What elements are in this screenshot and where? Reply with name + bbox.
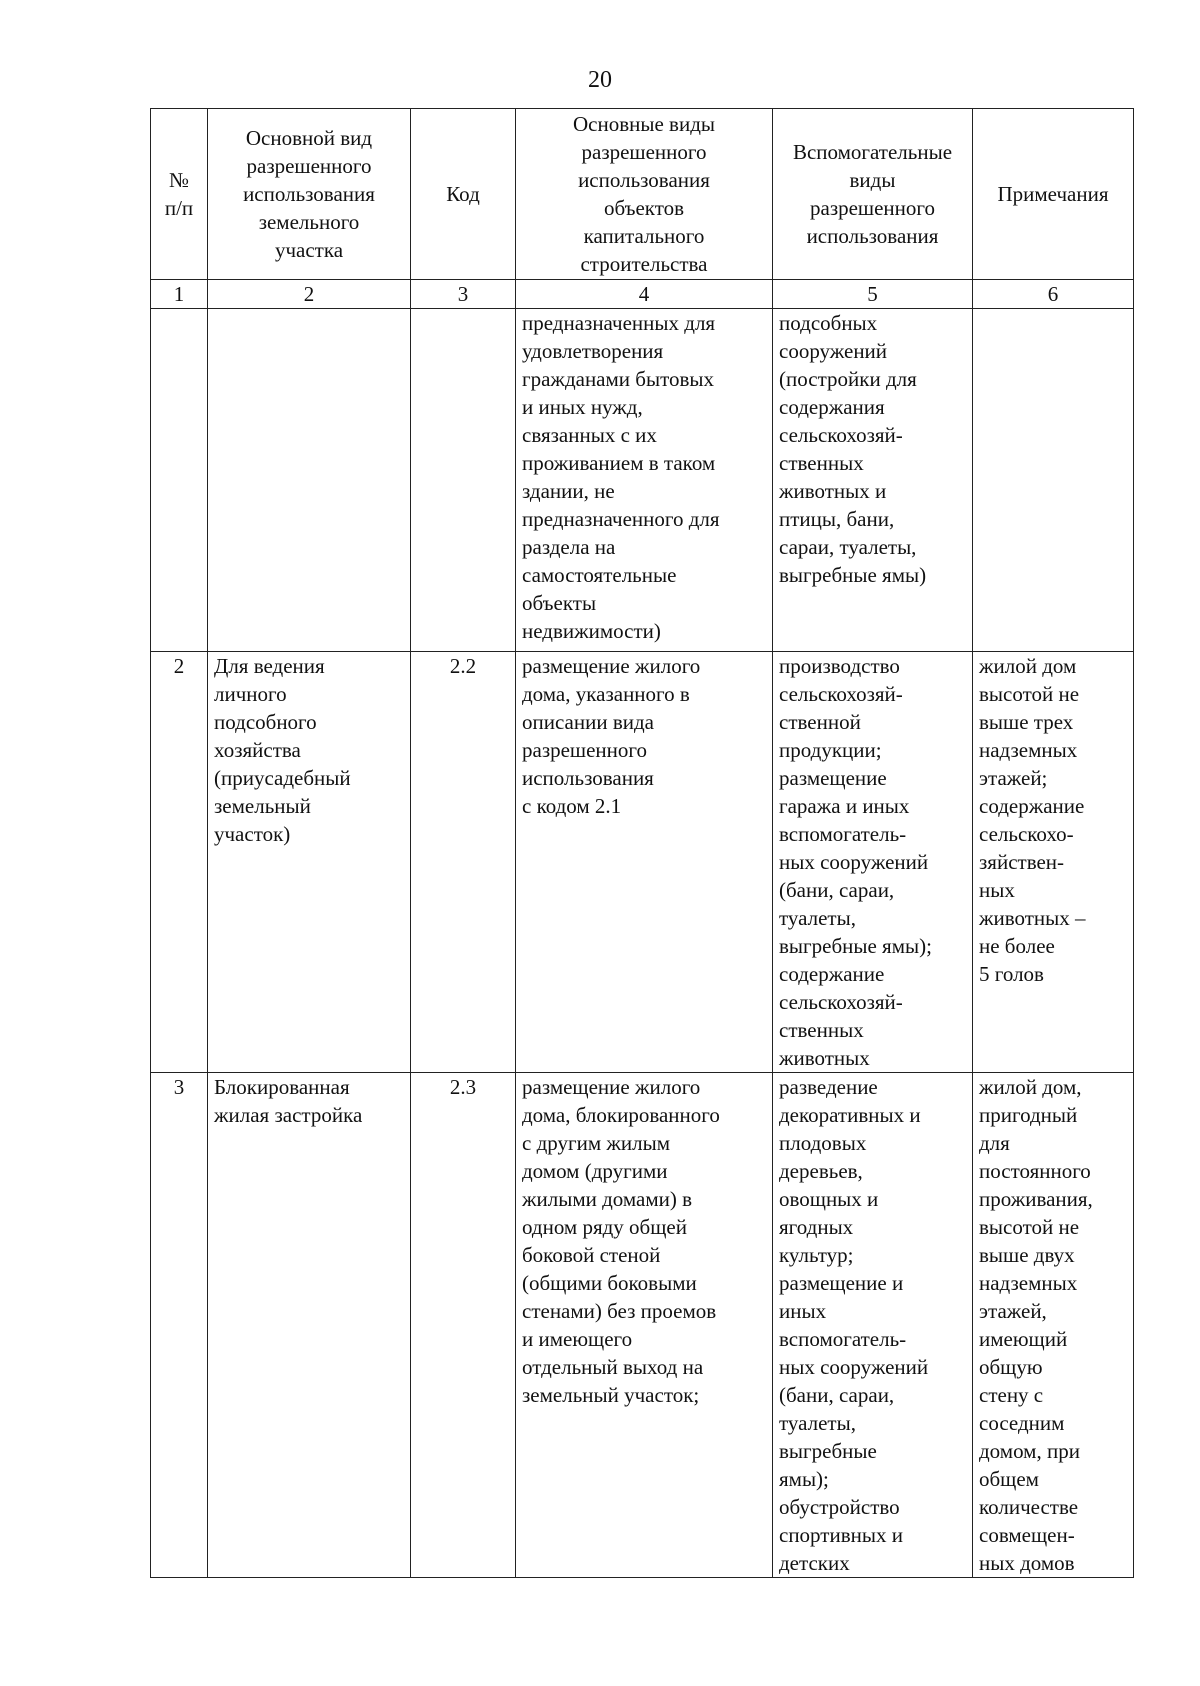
table-row [151,309,1134,652]
header-auxiliary-use: Вспомогательные виды разрешенного использования [773,109,973,280]
table-row [151,1073,1134,1578]
table-header-row [151,109,1134,280]
column-number: 6 [973,280,1134,309]
column-number: 4 [516,280,773,309]
column-number: 5 [773,280,973,309]
page-number: 20 [588,67,612,93]
row-auxiliary-use: разведение декоративных и плодовых деревьев, овощных и ягодных культур; размещение и иных вспомогатель- ных сооружений (бани, сараи, туалеты, выгребные ямы); обустройство спортивных и детских [773,1073,973,1578]
row-number: 2 [151,652,208,1073]
column-number: 1 [151,280,208,309]
row-auxiliary-use: подсобных сооружений (постройки для содержания сельскохозяй- ственных животных и птицы, бани, сараи, туалеты, выгребные ямы) [773,309,973,652]
table-row [151,652,1134,1073]
row-notes [973,309,1134,652]
row-number [151,309,208,652]
row-main-use: размещение жилого дома, блокированного с другим жилым домом (другими жилыми домами) в одном ряду общей боковой стеной (общими боковыми стенами) без проемов и имеющего отдельный выход на земельный участок; [516,1073,773,1578]
header-number: № п/п [151,109,208,280]
row-code: 2.3 [411,1073,516,1578]
row-notes: жилой дом, пригодный для постоянного проживания, высотой не выше двух надземных этажей, имеющий общую стену с соседним домом, при общем количестве совмещен- ных домов [973,1073,1134,1578]
row-main-use: предназначенных для удовлетворения гражданами бытовых и иных нужд, связанных с их проживанием в таком здании, не предназначенного для раздела на самостоятельные объекты недвижимости) [516,309,773,652]
header-notes: Примечания [973,109,1134,280]
row-main-use: размещение жилого дома, указанного в описании вида разрешенного использования с кодом 2.1 [516,652,773,1073]
column-number: 2 [208,280,411,309]
land-use-table [150,108,1134,1578]
row-land-use-kind [208,309,411,652]
row-notes: жилой дом высотой не выше трех надземных этажей; содержание сельскохо- зяйствен- ных животных – не более 5 голов [973,652,1134,1073]
column-numbers-row [151,280,1134,309]
row-number: 3 [151,1073,208,1578]
column-number: 3 [411,280,516,309]
row-auxiliary-use: производство сельскохозяй- ственной продукции; размещение гаража и иных вспомогатель- ных сооружений (бани, сараи, туалеты, выгребные ямы); содержание сельскохозяй- ственных животных [773,652,973,1073]
header-main-land-use: Основной вид разрешенного использования земельного участка [208,109,411,280]
header-main-capital-use: Основные виды разрешенного использования объектов капитального строительства [516,109,773,280]
row-land-use-kind: Блокированная жилая застройка [208,1073,411,1578]
row-code [411,309,516,652]
header-code: Код [411,109,516,280]
row-land-use-kind: Для ведения личного подсобного хозяйства (приусадебный земельный участок) [208,652,411,1073]
row-code: 2.2 [411,652,516,1073]
